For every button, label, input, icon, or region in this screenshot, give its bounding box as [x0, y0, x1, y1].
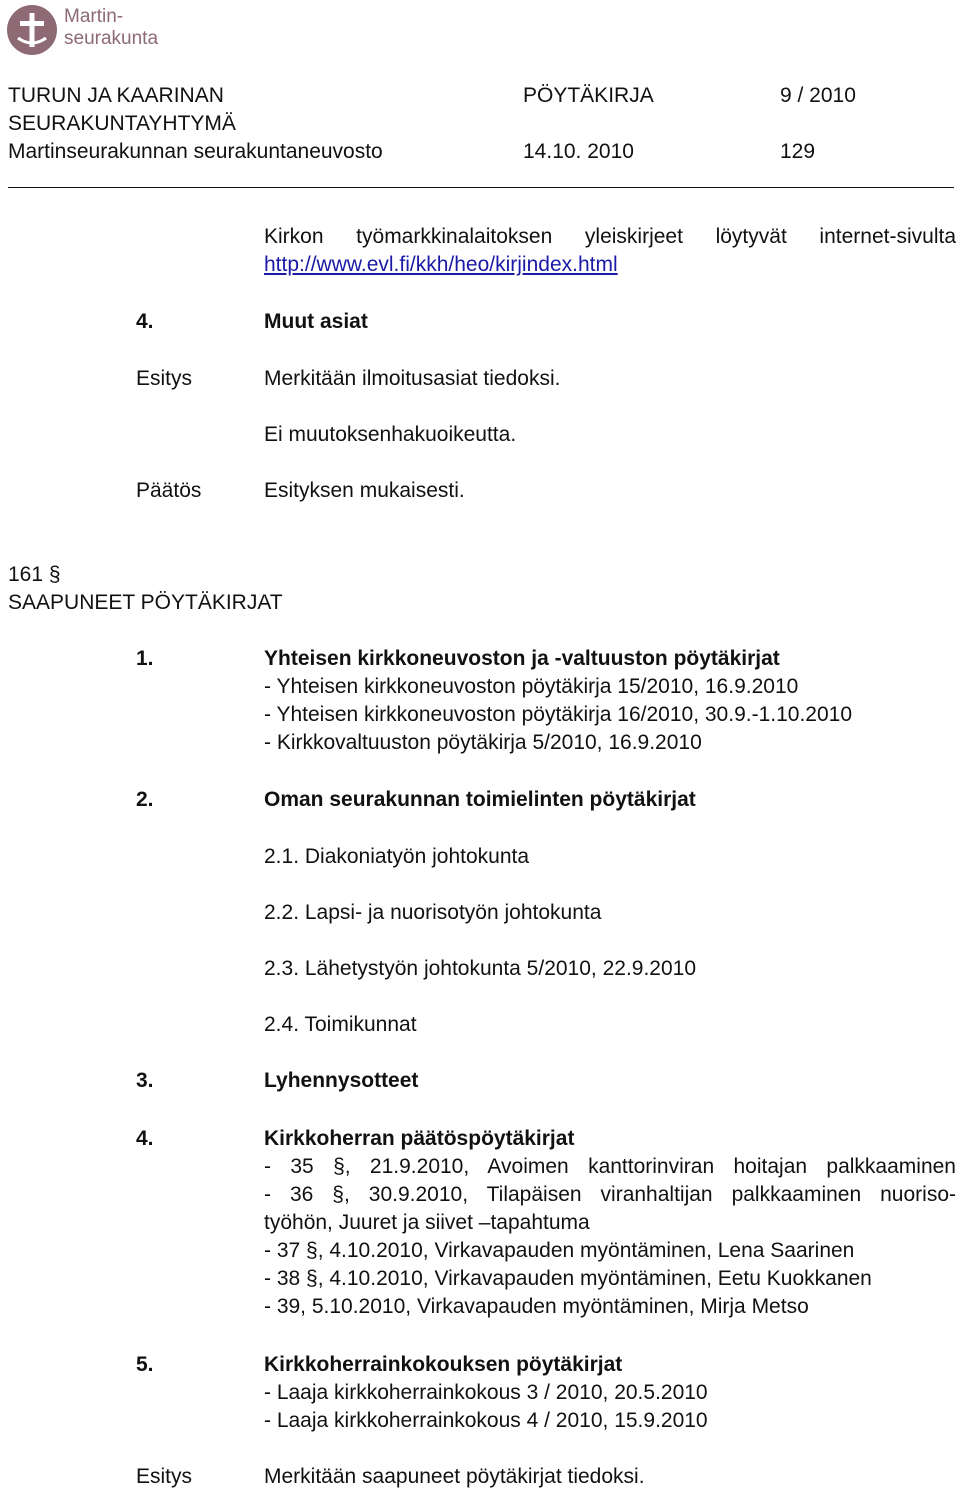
kirjindex-link[interactable]: http://www.evl.fi/kkh/heo/kirjindex.html [264, 253, 618, 276]
item-4-number: 4. [136, 1127, 154, 1150]
paatos-label: Päätös [136, 479, 202, 502]
header-body: Martinseurakunnan seurakuntaneuvosto [8, 140, 383, 163]
final-esitys-label: Esitys [136, 1465, 193, 1488]
header-doc-number: 9 / 2010 [780, 84, 856, 107]
logo-line-2: seurakunta [64, 27, 159, 49]
martin-seurakunta-emblem-icon [6, 4, 58, 56]
item-1-line-2: - Yhteisen kirkkoneuvoston pöytäkirja 16/2010, 30.9.-1.10.2010 [264, 703, 852, 726]
header-divider [8, 187, 954, 188]
header-page-number: 129 [780, 140, 816, 163]
item-2-title: Oman seurakunnan toimielinten pöytäkirjat [264, 788, 696, 811]
paatos-text: Esityksen mukaisesti. [264, 479, 465, 502]
item-2-sub-3: 2.3. Lähetystyön johtokunta 5/2010, 22.9.2010 [264, 957, 697, 980]
item-5-number: 5. [136, 1353, 154, 1376]
logo-line-1: Martin- [64, 6, 124, 27]
item-2-sub-1: 2.1. Diakoniatyön johtokunta [264, 845, 530, 868]
item-1-number: 1. [136, 647, 154, 670]
item-5-line-2: - Laaja kirkkoherrainkokous 4 / 2010, 15.9.2010 [264, 1409, 708, 1432]
appeal-note: Ei muutoksenhakuoikeutta. [264, 423, 517, 446]
header-org-line-2: SEURAKUNTAYHTYMÄ [8, 112, 236, 135]
item-4-line-4: - 37 §, 4.10.2010, Virkavapauden myöntäminen, Lena Saarinen [264, 1239, 855, 1262]
esitys-text: Merkitään ilmoitusasiat tiedoksi. [264, 367, 561, 390]
final-esitys-text: Merkitään saapuneet pöytäkirjat tiedoksi. [264, 1465, 645, 1488]
item-4-line-2: - 36 §, 30.9.2010, Tilapäisen viranhaltijan palkkaaminen nuoriso- [264, 1183, 956, 1206]
item-5-line-1: - Laaja kirkkoherrainkokous 3 / 2010, 20.5.2010 [264, 1381, 708, 1404]
item-1-title: Yhteisen kirkkoneuvoston ja -valtuuston pöytäkirjat [264, 647, 780, 670]
item-2-sub-4: 2.4. Toimikunnat [264, 1013, 417, 1036]
item-2-number: 2. [136, 788, 154, 811]
header-date: 14.10. 2010 [523, 140, 634, 163]
intro-link-wrapper [264, 253, 618, 277]
item-4-title: Kirkkoherran päätöspöytäkirjat [264, 1127, 575, 1150]
item-1-line-1: - Yhteisen kirkkoneuvoston pöytäkirja 15/2010, 16.9.2010 [264, 675, 799, 698]
item-4-line-6: - 39, 5.10.2010, Virkavapauden myöntäminen, Mirja Metso [264, 1295, 809, 1318]
prev-item-title: Muut asiat [264, 310, 368, 333]
logo [6, 4, 186, 60]
item-1-line-3: - Kirkkovaltuuston pöytäkirja 5/2010, 16.9.2010 [264, 731, 702, 754]
item-4-line-3: työhön, Juuret ja siivet –tapahtuma [264, 1211, 590, 1234]
section-number: 161 § [8, 563, 61, 586]
item-4-line-1: - 35 §, 21.9.2010, Avoimen kanttorinviran hoitajan palkkaaminen [264, 1155, 956, 1178]
esitys-label: Esitys [136, 367, 193, 390]
header-org-line-1: TURUN JA KAARINAN [8, 84, 224, 107]
prev-item-number: 4. [136, 310, 154, 333]
logo-text [64, 6, 158, 50]
item-3-number: 3. [136, 1069, 154, 1092]
section-title: SAAPUNEET PÖYTÄKIRJAT [8, 591, 283, 614]
item-4-line-5: - 38 §, 4.10.2010, Virkavapauden myöntäminen, Eetu Kuokkanen [264, 1267, 872, 1290]
intro-text: Kirkon työmarkkinalaitoksen yleiskirjeet löytyvät internet-sivulta [264, 225, 956, 248]
item-5-title: Kirkkoherrainkokouksen pöytäkirjat [264, 1353, 623, 1376]
item-2-sub-2: 2.2. Lapsi- ja nuorisotyön johtokunta [264, 901, 602, 924]
header-doc-type: PÖYTÄKIRJA [523, 84, 654, 107]
item-3-title: Lyhennysotteet [264, 1069, 419, 1092]
